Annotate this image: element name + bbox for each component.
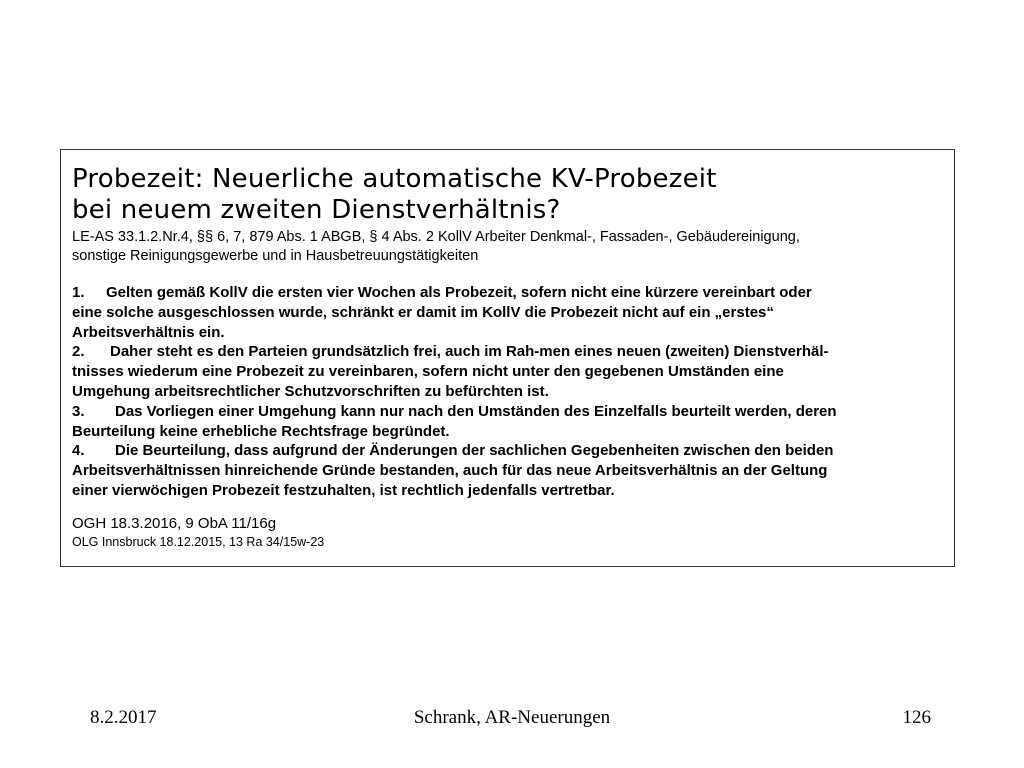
point-4: [72, 441, 943, 500]
title-line-1: Probezeit: Neuerliche automatische KV-Probezeit: [72, 164, 717, 194]
point-number: 2.: [72, 343, 85, 361]
point-line: tnisses wiederum eine Probezeit zu vereinbaren, sofern nicht unter den gegebenen Umständen eine: [72, 363, 784, 381]
slide-title: [72, 164, 943, 226]
point-line: einer vierwöchigen Probezeit festzuhalten, ist rechtlich jedenfalls vertretbar.: [72, 481, 615, 499]
point-line: Das Vorliegen einer Umgehung kann nur nach den Umständen des Einzelfalls beurteilt werden, deren: [115, 402, 837, 420]
citation-line-2: sonstige Reinigungsgewerbe und in Hausbetreuungstätigkeiten: [72, 248, 479, 264]
point-line: Arbeitsverhältnis ein.: [72, 323, 225, 341]
point-line: Die Beurteilung, dass aufgrund der Änderungen der sachlichen Gegebenheiten zwischen den beiden: [115, 442, 834, 460]
point-line: Arbeitsverhältnissen hinreichende Gründe bestanden, auch für das neue Arbeitsverhältnis an der Geltung: [72, 462, 828, 480]
point-3: [72, 402, 943, 442]
footer-page-number: 126: [902, 707, 931, 728]
title-line-2: bei neuem zweiten Dienstverhältnis?: [72, 195, 561, 225]
ogh-citation: OGH 18.3.2016, 9 ObA 11/16g: [72, 514, 277, 532]
point-line: Umgehung arbeitsrechtlicher Schutzvorschriften zu befürchten ist.: [72, 382, 549, 400]
point-number: 1.: [72, 284, 85, 301]
footer-date: 8.2.2017: [90, 707, 157, 728]
point-1: [72, 283, 943, 342]
footer-author: Schrank, AR-Neuerungen: [413, 707, 611, 728]
point-line: Gelten gemäß KollV die ersten vier Wochen als Probezeit, sofern nicht eine kürzere vereinbart oder: [106, 284, 812, 301]
content-box: [60, 149, 955, 567]
point-2: [72, 342, 943, 401]
citation-line-1: LE-AS 33.1.2.Nr.4, §§ 6, 7, 879 Abs. 1 ABGB, § 4 Abs. 2 KollV Arbeiter Denkmal-, Fassaden-, Gebäudereinigung,: [72, 229, 800, 245]
point-line: eine solche ausgeschlossen wurde, schränkt er damit im KollV die Probezeit nicht auf ein „erstes“: [72, 303, 774, 321]
olg-citation: OLG Innsbruck 18.12.2015, 13 Ra 34/15w-23: [72, 534, 325, 549]
spacer: [72, 266, 943, 283]
point-line: Daher steht es den Parteien grundsätzlich frei, auch im Rah-men eines neuen (zweiten) Dienstverhäl-: [110, 343, 829, 361]
point-number: 3.: [72, 402, 85, 420]
point-line: Beurteilung keine erhebliche Rechtsfrage begründet.: [72, 422, 450, 440]
point-number: 4.: [72, 442, 85, 460]
